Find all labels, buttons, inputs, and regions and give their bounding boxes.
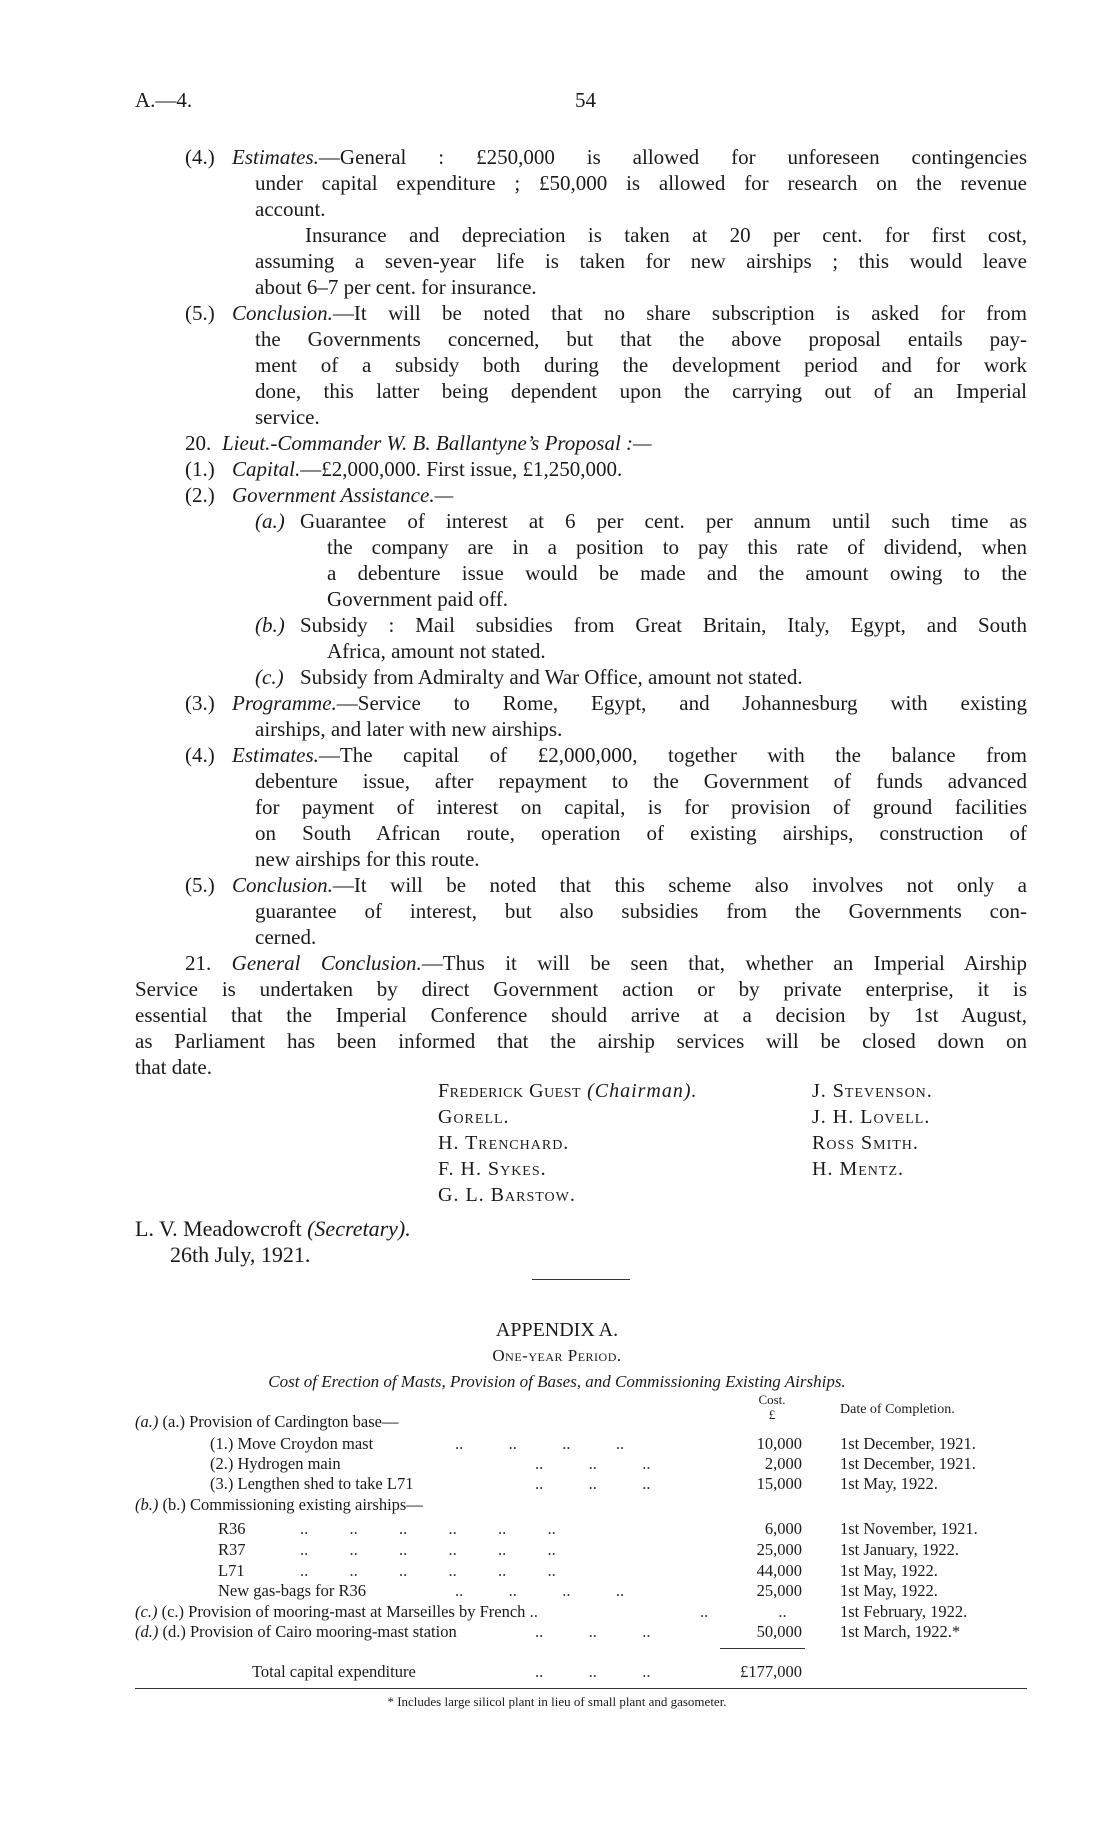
paragraph-heading: Government Assistance.— <box>232 483 454 507</box>
table-row-label: (c.) (c.) Provision of mooring-mast at Marseilles by French .. <box>135 1602 538 1621</box>
cost-column-header: Cost. £ <box>758 1392 786 1422</box>
signatory: H. Trenchard. <box>438 1132 570 1154</box>
table-cell-date: 1st May, 1922. <box>840 1561 938 1580</box>
table-cell-date: 1st May, 1922. <box>840 1474 938 1493</box>
paragraph-line: Conclusion.—It will be noted that this scheme also involves not only a <box>232 873 1027 897</box>
paragraph-line: a debenture issue would be made and the amount owing to the <box>327 561 1027 585</box>
table-cell-cost: 44,000 <box>756 1561 802 1580</box>
table-row-label: (1.) Move Croydon mast <box>210 1434 374 1453</box>
sub-item-number: (b.) <box>255 613 285 637</box>
table-cell-date: 1st November, 1921. <box>840 1519 978 1538</box>
paragraph-line: 21. General Conclusion.—Thus it will be seen that, whether an Imperial Airship <box>185 951 1028 975</box>
paragraph-line: for payment of interest on capital, is for provision of ground facilities <box>255 795 1027 819</box>
paragraph-heading: Conclusion. <box>232 301 333 325</box>
total-label: Total capital expenditure <box>252 1662 416 1681</box>
paragraph-line: Service is undertaken by direct Government action or by private enterprise, it is <box>135 977 1027 1001</box>
signatory-role: (Secretary). <box>307 1216 411 1241</box>
paragraph-line: Guarantee of interest at 6 per cent. per annum until such time as <box>300 509 1027 533</box>
paragraph-line: Programme.—Service to Rome, Egypt, and Johannesburg with existing <box>232 691 1027 715</box>
table-cell-date: 1st December, 1921. <box>840 1434 976 1453</box>
paragraph-line: Estimates.—General : £250,000 is allowed for unforeseen contingencies <box>232 145 1027 169</box>
section-number: 20. <box>185 431 212 455</box>
section-divider <box>532 1279 630 1280</box>
table-cell-cost: 50,000 <box>756 1622 802 1641</box>
paragraph-heading: Capital. <box>232 457 301 481</box>
leader-dots: .. .. .. .. .. .. <box>300 1519 556 1538</box>
paragraph-line: debenture issue, after repayment to the Government of funds advanced <box>255 769 1027 793</box>
table-cell-date: 1st January, 1922. <box>840 1540 959 1559</box>
item-number: (5.) <box>185 873 215 897</box>
paragraph-line: Conclusion.—It will be noted that no share subscription is asked for from <box>232 301 1027 325</box>
table-row-label: (a.) (a.) Provision of Cardington base— <box>135 1412 399 1431</box>
item-number: (1.) <box>185 457 215 481</box>
signatory: H. Mentz. <box>812 1158 904 1180</box>
leader-dots: .. .. .. .. .. .. <box>300 1561 556 1580</box>
page-number: 54 <box>575 88 596 112</box>
paragraph-heading: Programme. <box>232 691 337 715</box>
paragraph-line: ment of a subsidy both during the development period and for work <box>255 353 1027 377</box>
table-cell-cost: 10,000 <box>756 1434 802 1453</box>
signatory: Ross Smith. <box>812 1132 919 1154</box>
total-value: £177,000 <box>740 1662 802 1681</box>
table-row-label: (3.) Lengthen shed to take L71 <box>210 1474 414 1493</box>
paragraph-line: that date. <box>135 1055 212 1079</box>
table-row-label: R37 <box>218 1540 246 1559</box>
paragraph-line: the company are in a position to pay this rate of dividend, when <box>327 535 1027 559</box>
signatory: J. Stevenson. <box>812 1080 933 1102</box>
paragraph-line: about 6–7 per cent. for insurance. <box>255 275 537 299</box>
paragraph-line: Africa, amount not stated. <box>327 639 546 663</box>
secretary-signature: L. V. Meadowcroft (Secretary). <box>135 1216 411 1241</box>
subtotal-rule <box>720 1648 805 1649</box>
table-cell-cost: 6,000 <box>764 1519 802 1538</box>
paragraph-heading: Estimates. <box>232 145 319 169</box>
section-number: 21. <box>185 951 212 975</box>
paragraph-line: done, this latter being dependent upon the carrying out of an Imperial <box>255 379 1027 403</box>
paragraph-line: as Parliament has been informed that the airship services will be closed down on <box>135 1029 1027 1053</box>
paragraph-line: Insurance and depreciation is taken at 20 per cent. for first cost, <box>305 223 1027 247</box>
paragraph-line: on South African route, operation of existing airships, construction of <box>255 821 1027 845</box>
table-cell-cost: 15,000 <box>756 1474 802 1493</box>
table-row-label: L71 <box>218 1561 245 1580</box>
leader-dots: .. .. .. .. <box>455 1434 625 1453</box>
signatory-chairman: Frederick Guest (Chairman). <box>438 1080 698 1102</box>
item-number: (5.) <box>185 301 215 325</box>
leader-dots: .. .. .. <box>535 1474 651 1493</box>
leader-dots: .. .. .. <box>535 1454 651 1473</box>
section-title: Lieut.-Commander W. B. Ballantyne’s Proposal :— <box>222 431 652 455</box>
date-column-header: Date of Completion. <box>840 1402 955 1417</box>
paragraph-heading: Estimates. <box>232 743 319 767</box>
paragraph-line: Estimates.—The capital of £2,000,000, together with the balance from <box>232 743 1027 767</box>
appendix-subtitle: One-year Period. <box>492 1346 622 1365</box>
item-number: (4.) <box>185 145 215 169</box>
leader-dots: .. .. .. <box>535 1662 651 1681</box>
leader-dots: .. .. .. <box>535 1622 651 1641</box>
signatory: F. H. Sykes. <box>438 1158 547 1180</box>
paragraph-line: cerned. <box>255 925 317 949</box>
sub-item-number: (a.) <box>255 509 285 533</box>
appendix-title: APPENDIX A. <box>495 1319 619 1341</box>
signatory: Gorell. <box>438 1106 510 1128</box>
paragraph-line: new airships for this route. <box>255 847 480 871</box>
signatory-role: (Chairman). <box>587 1080 698 1102</box>
table-row-label: R36 <box>218 1519 246 1538</box>
paragraph-line: under capital expenditure ; £50,000 is allowed for research on the revenue <box>255 171 1027 195</box>
leader-dots: .. .. .. .. .. .. <box>300 1540 556 1559</box>
table-cell-date: 1st March, 1922.* <box>840 1622 961 1641</box>
item-number: (4.) <box>185 743 215 767</box>
paragraph-line: Subsidy : Mail subsidies from Great Britain, Italy, Egypt, and South <box>300 613 1027 637</box>
appendix-caption: Cost of Erection of Masts, Provision of Bases, and Commissioning Existing Airships. <box>268 1372 846 1391</box>
document-reference: A.—4. <box>135 88 193 112</box>
paragraph-line: Subsidy from Admiralty and War Office, amount not stated. <box>300 665 803 689</box>
paragraph-line: account. <box>255 197 326 221</box>
signatory: G. L. Barstow. <box>438 1184 576 1206</box>
paragraph-line: assuming a seven-year life is taken for new airships ; this would leave <box>255 249 1027 273</box>
paragraph-line: service. <box>255 405 320 429</box>
paragraph-line: airships, and later with new airships. <box>255 717 563 741</box>
sub-item-number: (c.) <box>255 665 284 689</box>
paragraph-line: the Governments concerned, but that the above proposal entails pay- <box>255 327 1027 351</box>
table-row-label: (b.) (b.) Commissioning existing airships— <box>135 1495 423 1514</box>
footnote: * Includes large silicol plant in lieu of small plant and gasometer. <box>387 1694 727 1709</box>
table-cell-date: 1st December, 1921. <box>840 1454 976 1473</box>
paragraph-heading: Conclusion. <box>232 873 333 897</box>
paragraph-heading: General Conclusion. <box>231 951 422 975</box>
table-row-label: (d.) (d.) Provision of Cairo mooring-mast station <box>135 1622 457 1641</box>
paragraph-line: essential that the Imperial Conference should arrive at a decision by 1st August, <box>135 1003 1027 1027</box>
signature-date: 26th July, 1921. <box>170 1242 311 1267</box>
footnote-rule <box>135 1688 1027 1689</box>
table-cell-date: 1st May, 1922. <box>840 1581 938 1600</box>
item-number: (3.) <box>185 691 215 715</box>
table-row-label: New gas-bags for R36 <box>218 1581 367 1600</box>
table-cell-cost: 25,000 <box>756 1581 802 1600</box>
leader-dots: .. .. .. .. <box>455 1581 625 1600</box>
table-row-label: (2.) Hydrogen main <box>210 1454 341 1473</box>
table-cell-cost: 25,000 <box>756 1540 802 1559</box>
leader-dots: .. .. <box>700 1602 787 1621</box>
table-cell-cost: 2,000 <box>764 1454 802 1473</box>
signatory: J. H. Lovell. <box>812 1106 931 1128</box>
paragraph-line: Capital.—£2,000,000. First issue, £1,250,000. <box>232 457 623 481</box>
table-cell-date: 1st February, 1922. <box>840 1602 968 1621</box>
paragraph-line: Government paid off. <box>327 587 508 611</box>
item-number: (2.) <box>185 483 215 507</box>
paragraph-line: guarantee of interest, but also subsidies from the Governments con- <box>255 899 1027 923</box>
